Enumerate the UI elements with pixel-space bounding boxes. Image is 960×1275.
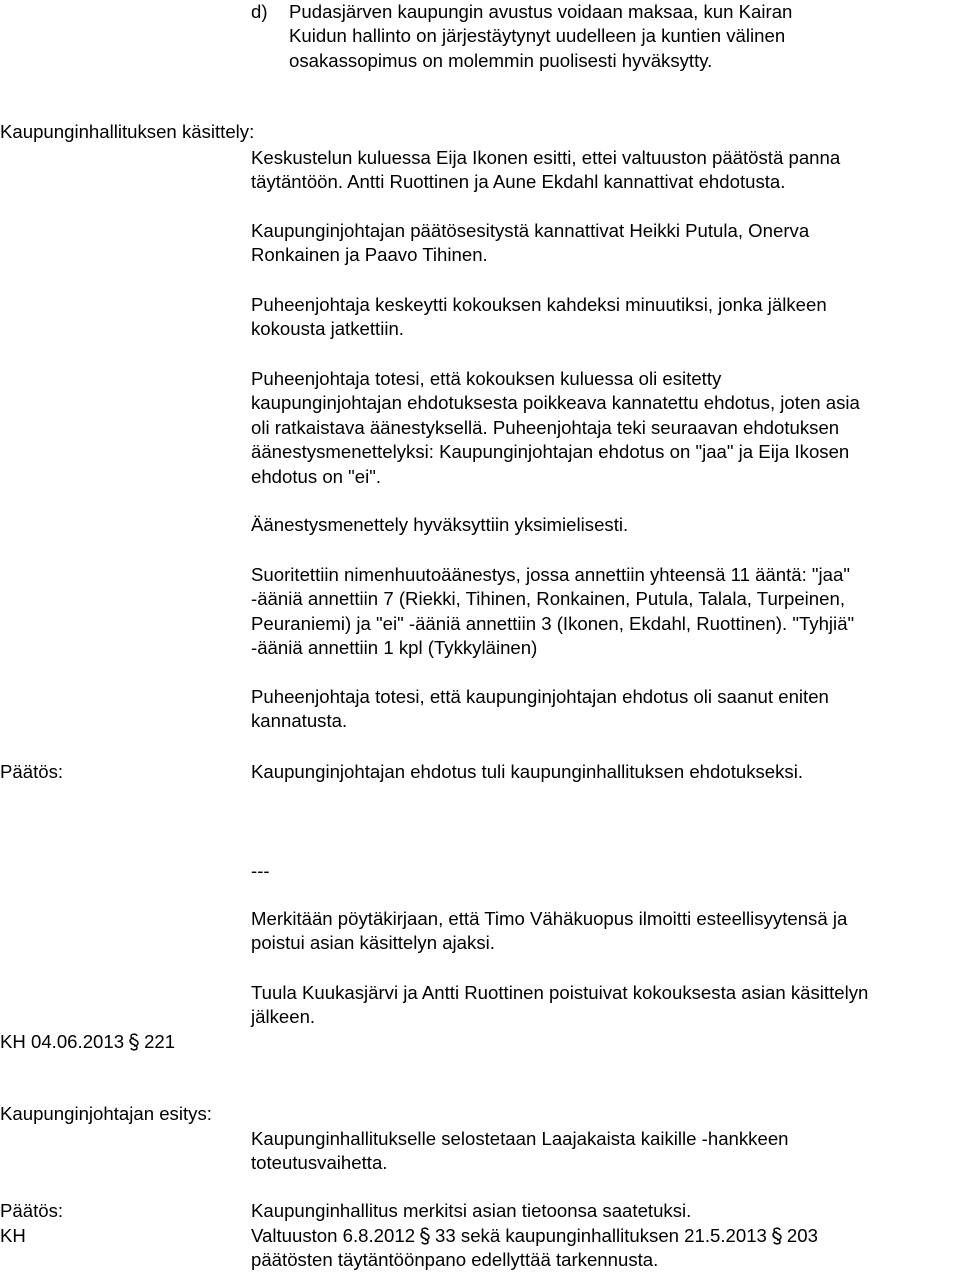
kh-footer-line: päätösten täytäntöönpano edellyttää tarkennusta. — [251, 1249, 659, 1271]
kh-footer-num: 203 — [786, 1225, 818, 1246]
kh-footer-label: KH — [0, 1225, 26, 1246]
paragraph-line: täytäntöön. Antti Ruottinen ja Aune Ekdahl kannattivat ehdotusta. — [251, 171, 786, 193]
paragraph-line: Keskustelun kuluessa Eija Ikonen esitti, ettei valtuuston päätöstä panna — [251, 147, 841, 168]
kh-footer-ref-a: Valtuuston 6.8.2012 — [251, 1225, 416, 1246]
item-d-line: Kuidun hallinto on järjestäytynyt uudelleen ja kuntien välinen — [289, 25, 786, 47]
item-d — [0, 0, 960, 75]
kh-paragraph — [251, 367, 860, 489]
item-d-line: Pudasjärven kaupungin avustus voidaan maksaa, kun Kairan — [289, 1, 793, 22]
note-paragraph — [251, 907, 847, 956]
paragraph-line: -ääniä annettiin 1 kpl (Tykkyläinen) — [251, 637, 538, 659]
kh-reference-number: 221 — [144, 1031, 176, 1052]
kh-paragraph — [251, 513, 628, 537]
paatos-label: Päätös: — [0, 761, 64, 782]
paragraph-line: -ääniä annettiin 7 (Riekki, Tihinen, Ronkainen, Putula, Talala, Turpeinen, — [251, 588, 845, 610]
kh-footer-ref-b: sekä kaupunginhallituksen 21.5.2013 — [460, 1225, 767, 1246]
kh-kasittely-heading: Kaupunginhallituksen käsittely: — [0, 121, 255, 142]
item-d-text — [289, 0, 792, 73]
paragraph-line: kannatusta. — [251, 710, 348, 732]
section-sign-icon — [127, 1032, 141, 1052]
paragraph-line: oli ratkaistava äänestyksellä. Puheenjohtaja teki seuraavan ehdotuksen — [251, 416, 840, 438]
note-line: jälkeen. — [251, 1006, 316, 1028]
kj-esitys-line: Kaupunginhallitukselle selostetaan Laajakaista kaikille -hankkeen — [251, 1128, 789, 1149]
section-sign-icon — [418, 1226, 432, 1246]
paragraph-line: Peuraniemi) ja "ei" -ääniä annettiin 3 (Ikonen, Ekdahl, Ruottinen). "Tyhjiä" — [251, 612, 855, 634]
paragraph-line: ehdotus on "ei". — [251, 465, 382, 487]
kj-esitys-line: toteutusvaihetta. — [251, 1152, 388, 1174]
paragraph-line: Kaupunginjohtajan päätösesitystä kannattivat Heikki Putula, Onerva — [251, 220, 810, 241]
paatos2-label: Päätös: — [0, 1200, 64, 1221]
paatos-text: Kaupunginjohtajan ehdotus tuli kaupunginhallituksen ehdotukseksi. — [251, 761, 804, 782]
paragraph-line: äänestysmenettelyksi: Kaupunginjohtajan ehdotus on "jaa" ja Eija Ikosen — [251, 441, 850, 463]
paragraph-line: Puheenjohtaja totesi, että kokouksen kuluessa oli esitetty — [251, 368, 722, 389]
kh-reference — [0, 1030, 175, 1054]
section-sign-icon — [770, 1226, 784, 1246]
note-paragraph — [251, 981, 868, 1030]
kh-footer-text — [251, 1224, 818, 1273]
note-line: poistui asian käsittelyn ajaksi. — [251, 932, 495, 954]
kh-paragraph — [251, 146, 840, 195]
kh-paragraph — [251, 563, 854, 661]
paragraph-line: Puheenjohtaja totesi, että kaupunginjohtajan ehdotus oli saanut eniten — [251, 686, 829, 707]
kj-esitys-label: Kaupunginjohtajan esitys: — [0, 1103, 212, 1124]
paragraph-line: kaupunginjohtajan ehdotuksesta poikkeava kannatettu ehdotus, joten asia — [251, 392, 860, 414]
paragraph-line: kokousta jatkettiin. — [251, 318, 404, 340]
paragraph-line: Puheenjohtaja keskeytti kokouksen kahdeksi minuutiksi, jonka jälkeen — [251, 294, 827, 315]
paragraph-line: Ronkainen ja Paavo Tihinen. — [251, 244, 488, 266]
item-d-line: osakassopimus on molemmin puolisesti hyväksytty. — [289, 49, 713, 71]
kh-paragraph — [251, 293, 827, 342]
kh-footer-num: 33 — [435, 1225, 456, 1246]
kh-footer-line — [251, 1224, 818, 1248]
note-line: Merkitään pöytäkirjaan, että Timo Vähäkuopus ilmoitti esteellisyytensä ja — [251, 908, 848, 929]
paragraph-line: Suoritettiin nimenhuutoäänestys, jossa annettiin yhteensä 11 ääntä: "jaa" — [251, 564, 850, 585]
kh-reference-date: KH 04.06.2013 — [0, 1031, 125, 1052]
kj-esitys-text — [251, 1127, 789, 1176]
kh-paragraph — [251, 685, 829, 734]
separator: --- — [251, 860, 270, 881]
paragraph-line: Äänestysmenettely hyväksyttiin yksimielisesti. — [251, 514, 629, 535]
item-d-letter: d) — [251, 1, 268, 22]
note-line: Tuula Kuukasjärvi ja Antti Ruottinen poistuivat kokouksesta asian käsittelyn — [251, 982, 869, 1003]
kh-paragraph — [251, 219, 809, 268]
paatos2-text: Kaupunginhallitus merkitsi asian tietoonsa saatetuksi. — [251, 1200, 692, 1221]
